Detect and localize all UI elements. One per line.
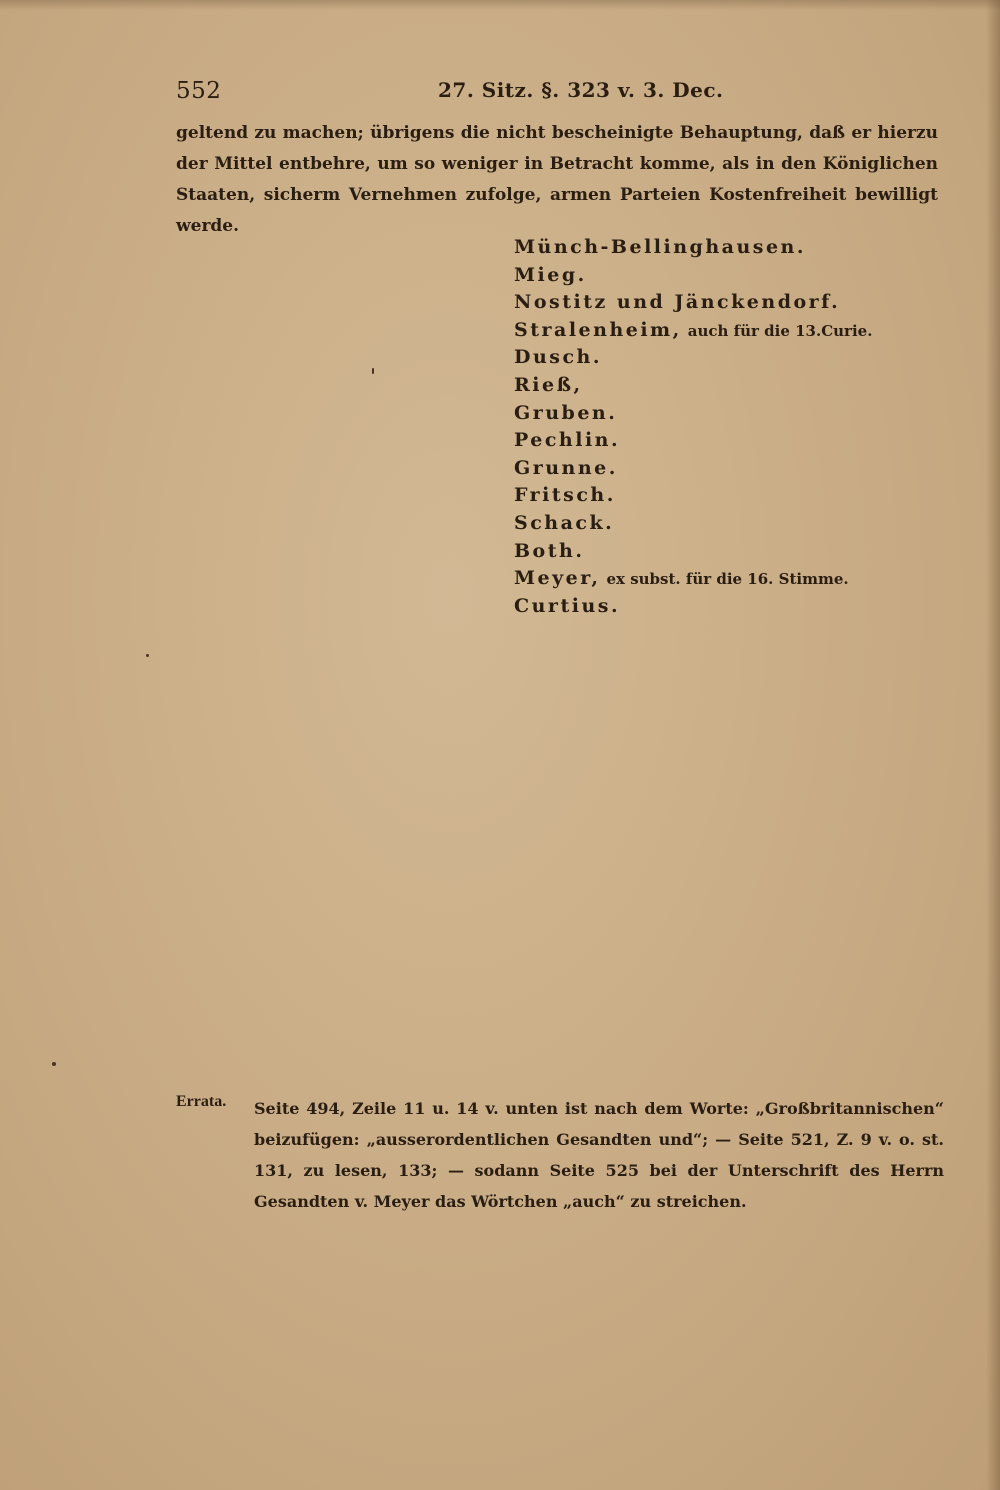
signature-row [514, 289, 954, 317]
signature-name: Mieg. [514, 263, 587, 286]
signature-row [514, 565, 954, 593]
signature-row [514, 262, 954, 290]
page-number: 552 [176, 78, 222, 104]
signature-name: Rieß, [514, 373, 583, 396]
signature-row [514, 234, 954, 262]
signature-row [514, 344, 954, 372]
signature-name: Both. [514, 539, 585, 562]
page-header [176, 78, 944, 112]
signature-row [514, 593, 954, 621]
signature-row [514, 455, 954, 483]
signature-list [514, 234, 954, 620]
errata-label: Errata. [176, 1093, 227, 1110]
signature-name: Münch-Bellinghausen. [514, 236, 806, 258]
signature-name: Curtius. [514, 594, 621, 617]
signature-name: Schack. [514, 511, 615, 534]
errata-text: Seite 494, Zeile 11 u. 14 v. unten ist nach dem Worte: „Großbritannischen“ beizufügen: „ausserordentlichen Gesandten und“; — Seite 521, Z. 9 v. o. st. 131, zu lesen, 133; — sodann Seite 525 bei der Unterschrift des Herrn Gesandten v. Meyer das Wörtchen „auch“ zu streichen. [254, 1099, 944, 1211]
ink-speck [146, 654, 149, 657]
signature-note: auch für die 13.Curie. [687, 321, 873, 340]
signature-name: Grunne. [514, 456, 618, 479]
page-top-shadow [0, 0, 1000, 10]
signature-name: Fritsch. [514, 484, 616, 507]
signature-name: Nostitz und Jänckendorf. [514, 291, 841, 314]
signature-name: Stralenheim, [514, 318, 682, 341]
body-paragraph: geltend zu machen; übrigens die nicht bescheinigte Behauptung, daß er hierzu der Mittel entbehre, um so weniger in Betracht komme, als in den Königlichen Staaten, sicherm Vernehmen zufolge, armen Parteien Kostenfreiheit bewilligt werde. [176, 123, 938, 236]
signature-name: Gruben. [514, 401, 618, 424]
signature-name: Meyer, [514, 567, 601, 590]
page-edge-shadow [986, 0, 1000, 1490]
signature-row [514, 510, 954, 538]
signature-note: ex subst. für die 16. Stimme. [606, 570, 849, 589]
signature-name: Dusch. [514, 346, 602, 369]
running-head: 27. Sitz. §. 323 v. 3. Dec. [438, 78, 724, 102]
signature-name: Pechlin. [514, 429, 621, 452]
signature-row [514, 400, 954, 428]
signature-row [514, 427, 954, 455]
ink-speck [52, 1062, 56, 1066]
signature-row [514, 372, 954, 400]
signature-row [514, 538, 954, 566]
signature-row [514, 317, 954, 345]
signature-row [514, 482, 954, 510]
ink-speck [372, 368, 374, 374]
